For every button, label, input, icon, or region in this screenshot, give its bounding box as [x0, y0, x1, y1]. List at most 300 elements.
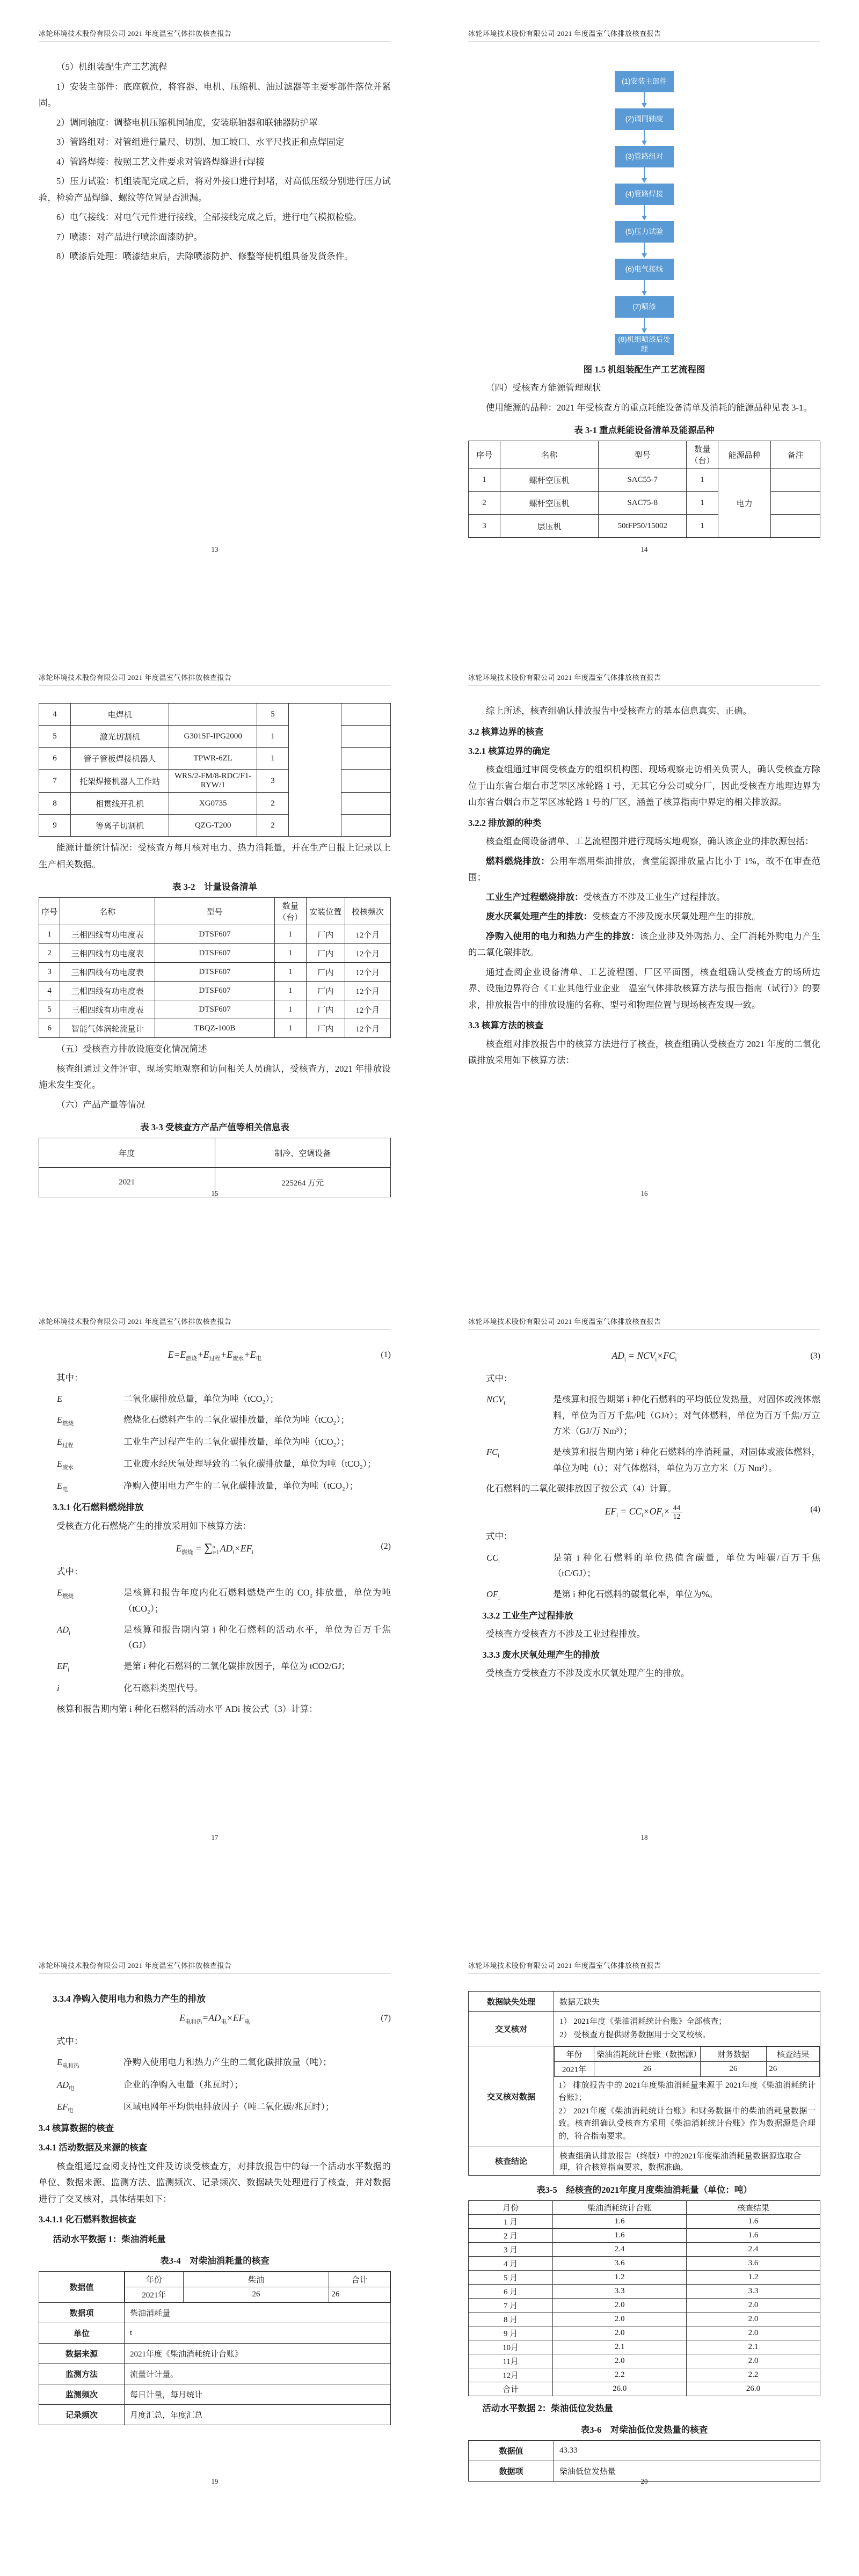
table-cell: 4 — [39, 982, 60, 1000]
table-cell: 2.0 — [553, 2326, 687, 2340]
table-row — [39, 2272, 391, 2303]
boundary-verification-text — [468, 703, 820, 1069]
table-cell: 年份 — [555, 2046, 594, 2061]
definition-row: $AD_i$ 是核算和报告期内第 i 种化石燃料的活动水平，单位为百万千焦（GJ） — [57, 1624, 391, 1651]
table-cell: 3 月 — [469, 2242, 553, 2256]
table-row — [469, 2312, 820, 2326]
table-cell — [771, 469, 820, 492]
table-cell: 合计 — [329, 2272, 390, 2287]
table-cell: 1 — [687, 469, 718, 492]
paragraph: 3.2.2 排放源的种类 — [468, 817, 542, 828]
table-cell: 螺杆空压机 — [500, 469, 598, 492]
table-cell: TBQZ-100B — [155, 1019, 275, 1038]
table-cell — [554, 2012, 820, 2046]
table-cell: 12个月 — [345, 1000, 390, 1019]
table-row — [39, 925, 391, 944]
table-cell: 1 — [257, 748, 289, 770]
table-cell — [341, 770, 391, 793]
table-cell: 225264 万元 — [215, 1168, 391, 1197]
table-cell: 2 — [257, 815, 289, 837]
table-3-5 — [468, 2200, 820, 2396]
table-cell: 型号 — [599, 441, 687, 469]
table-row — [555, 2061, 820, 2076]
table-cell: DTSF607 — [155, 1000, 275, 1019]
table-cell: 12个月 — [345, 1019, 390, 1038]
paragraph: 式中： — [486, 1373, 513, 1384]
table-cell: 交叉核对 — [469, 2012, 554, 2046]
table-cell: 2.0 — [687, 2298, 820, 2312]
paragraph: 式中： — [56, 1566, 83, 1577]
table-cell: 等离子切割机 — [70, 815, 169, 837]
paragraph: 4）管路焊接：按照工艺文件要求对管路焊缝进行焊接 — [56, 156, 265, 167]
page-number: 15 — [211, 1189, 219, 1197]
formula-4-definitions — [468, 1550, 820, 1604]
page-number: 16 — [640, 1189, 648, 1197]
paragraph: 核查组通过查阅支持性文件及访谈受核查方，对排放报告中的每一个活动水平数据的单位、数据来源、监测方法、监测频次、记录频次、数据缺失处理进行了核查，并对数据进行了交叉核对，具体结果如下： — [39, 2161, 391, 2204]
table-cell: QZG-T200 — [169, 815, 257, 837]
table-row — [39, 2344, 391, 2364]
page-18-content — [468, 1343, 820, 1685]
table-cell: 5 — [39, 726, 71, 748]
table-cell: 柴油消耗统计台账（数据源） — [594, 2046, 701, 2061]
paragraph: 3.4.1.1 化石燃料数据核查 — [39, 2214, 136, 2225]
table-cell: 螺杆空压机 — [500, 492, 598, 515]
table-cell: 柴油 — [183, 2272, 329, 2287]
table-cell: SAC75-8 — [599, 492, 687, 515]
page-header: 冰轮环境技术股份有限公司 2021 年度温室气体排放核查报告 — [39, 28, 391, 41]
table-cell: 2021年度《柴油消耗统计台账》 — [125, 2344, 391, 2364]
table-cell: DTSF607 — [155, 963, 275, 982]
table-cell: 2.4 — [687, 2242, 820, 2256]
paragraph: 化石燃料的二氧化碳排放因子按公式（4）计算。 — [486, 1483, 676, 1494]
table-row — [39, 898, 391, 925]
paragraph: 3.4 核算数据的核查 — [39, 2123, 114, 2133]
table-cell: 2 — [257, 793, 289, 815]
among-which-label — [39, 1370, 391, 1387]
table-cell: 6 — [39, 748, 71, 770]
paragraph: 燃料燃烧排放：公用车燃用柴油排放，食堂能源排放量占比小于 1%，故不在审查范围； — [468, 855, 821, 883]
paragraph: 7）喷漆：对产品进行喷涂面漆防护。 — [56, 231, 203, 242]
paragraph: 核算和报告期内第 i 种化石燃料的活动水平 ADi 按公式（3）计算： — [56, 1704, 318, 1714]
table-cell: 3.6 — [687, 2256, 820, 2270]
formula-4: $EF_i = CC_i\times OF_i\times$ $\frac{44}{12}$ (4) — [605, 1503, 820, 1521]
paragraph: 2）调同轴度：调整电机压缩机同轴度，安装联轴器和联轴器防护罩 — [56, 117, 318, 128]
table-cell: 型号 — [155, 898, 275, 925]
flow-step: (3)管路组对 — [615, 146, 674, 167]
page-number: 18 — [640, 1833, 648, 1841]
paragraph: 1）安装主部件：底座就位，将容器、电机、压缩机、油过滤器等主要零部件落位并紧固。 — [39, 81, 391, 108]
table-cell: 1 — [39, 925, 60, 944]
formula-3: $AD_i = NCV_i\times FC_i$ (3) — [612, 1350, 820, 1363]
formula-number: (3) — [810, 1351, 820, 1360]
table-cell: 序号 — [469, 441, 500, 469]
table-cell: 三相四线有功电度表 — [60, 944, 155, 963]
paragraph: 3.3.4 净购入使用电力和热力产生的排放 — [53, 1994, 206, 2004]
table-cell: 厂内 — [306, 944, 345, 963]
table-row — [469, 2147, 820, 2175]
paragraph: 受核查方受核查方不涉及废水厌氧处理产生的排放。 — [486, 1668, 690, 1679]
table-row — [469, 2284, 820, 2298]
table-cell: 三相四线有功电度表 — [60, 963, 155, 982]
page-18 — [430, 1288, 859, 1932]
table-cell: 年份 — [125, 2272, 184, 2287]
table-cell: 单位 — [39, 2323, 125, 2344]
page-number: 19 — [211, 2477, 219, 2485]
table-cell — [341, 704, 391, 726]
page-16 — [430, 644, 859, 1288]
table-3-3-title: 表 3-3 受核查方产品产值等相关信息表 — [140, 1122, 289, 1133]
paragraph: 通过查阅企业设备清单、工艺流程图、厂区平面图，核查组确认受核查方的场所边界、设施边界符合《工业其他行业企业 温室气体排放核算方法与报告指南（试行）》的要求，排放报告中的排放设施的名称、型号和物理位置与现场核查发现一致。 — [468, 967, 820, 1010]
table-cell: 11月 — [469, 2354, 553, 2368]
table-row — [39, 1000, 391, 1019]
table-cell: 厂内 — [306, 982, 345, 1000]
table-cell: 26.0 — [553, 2382, 687, 2396]
table-cell: 9 — [39, 815, 71, 837]
table-row — [469, 2200, 820, 2214]
table-cell: 数据项 — [39, 2303, 125, 2323]
definition-row: $OF_i$ 是第 i 种化石燃料的碳氧化率，单位为%。 — [486, 1589, 718, 1601]
page-number: 20 — [640, 2477, 648, 2485]
table-cell: 监测频次 — [39, 2384, 125, 2405]
table-3-1-title: 表 3-1 重点耗能设备清单及能源品种 — [574, 425, 715, 436]
table-cell: 26 — [700, 2061, 767, 2076]
table-row — [39, 2303, 391, 2323]
table-cell: DTSF607 — [155, 982, 275, 1000]
paragraph: 核查组对排放报告中的核算方法进行了核查，核查组确认受核查方 2021 年度的二氧化碳排放采用如下核算方法： — [468, 1038, 820, 1066]
where-label — [468, 1371, 820, 1387]
table-row — [39, 982, 391, 1000]
table-cell — [341, 748, 391, 770]
table-cell: 财务数据 — [700, 2046, 767, 2061]
table-cell — [771, 515, 820, 538]
formula-number: (4) — [810, 1504, 820, 1514]
definition-row: $EF_i$ 是第 i 种化石燃料的二氧化碳排放因子，单位为 tCO2/GJ； — [57, 1661, 351, 1673]
table-cell — [125, 2272, 391, 2303]
paragraph: 3）管路组对：对管组进行量尺、切割、加工坡口、水平尺找正和点焊固定 — [56, 137, 345, 148]
table-cell: 序号 — [39, 898, 60, 925]
paragraph: 综上所述，核查组确认排放报告中受核查方的基本信息真实、正确。 — [486, 706, 752, 716]
table-row — [39, 2405, 391, 2425]
flow-step: (7)喷漆 — [615, 296, 674, 318]
table-cell: 制冷、空调设备 — [215, 1138, 391, 1168]
table-cell: 1 — [469, 469, 500, 492]
table-cell: 3.3 — [553, 2284, 687, 2298]
page-17-content — [39, 1343, 391, 1721]
table-row — [469, 2354, 820, 2368]
page-header: 冰轮环境技术股份有限公司 2021 年度温室气体排放核查报告 — [468, 1960, 820, 1973]
paragraph: 1） 排放报告中的 2021年度柴油消耗量来源于 2021年度《柴油消耗统计台账》； — [558, 2081, 816, 2102]
table-cell: 3 — [257, 770, 289, 793]
table-3-1 — [468, 441, 820, 538]
table-row — [469, 1992, 820, 2012]
energy-management-text — [468, 380, 820, 416]
table-cell: 2021年 — [125, 2287, 184, 2302]
table-cell: 3 — [469, 515, 500, 538]
table-cell: 1 — [274, 963, 306, 982]
table-cell: 3.3 — [687, 2284, 820, 2298]
formula-1: $E=E_{燃烧}+E_{过程}+E_{废水}+E_电$ (1) — [168, 1349, 391, 1362]
table-cell: 记录频次 — [39, 2405, 125, 2425]
table-cell: DTSF607 — [155, 925, 275, 944]
table-row — [469, 2382, 820, 2396]
table-cell: 三相四线有功电度表 — [60, 982, 155, 1000]
table-cell: 50tFP50/15002 — [599, 515, 687, 538]
paragraph: 3.3.3 废水厌氧处理产生的排放 — [482, 1649, 600, 1660]
metering-statistics-text — [39, 840, 391, 873]
table-cell: TPWR-6ZL — [169, 748, 257, 770]
table-3-4 — [39, 2271, 391, 2425]
definition-row: $E_电$ 净购入使用电力产生的二氧化碳排放量，单位为吨（tCO₂）； — [57, 1481, 359, 1493]
page-header: 冰轮环境技术股份有限公司 2021 年度温室气体排放核查报告 — [468, 1316, 820, 1329]
table-cell: 核查组确认排放报告（终版）中的2021年度柴油消耗量数据源选取合理，符合核算指南要求，数据准确。 — [554, 2147, 820, 2175]
table-cell: 1.2 — [687, 2270, 820, 2284]
table-cell: 厂内 — [306, 925, 345, 944]
table-cell: 厂内 — [306, 963, 345, 982]
table-cell: 柴油消耗量 — [125, 2303, 391, 2323]
table-cell: 2021年 — [555, 2061, 594, 2076]
table-row — [125, 2272, 390, 2287]
definition-row: $E_{过程}$ 工业生产过程产生的二氧化碳排放量，单位为吨（tCO₂）； — [57, 1436, 350, 1449]
table-row — [39, 2323, 391, 2344]
paragraph: 1） 2021年度《柴油消耗统计台账》全部核查； — [559, 2017, 727, 2026]
table-cell: 智能气体涡轮流量计 — [60, 1019, 155, 1038]
formula-4-reference — [468, 1481, 820, 1497]
table-row — [39, 2364, 391, 2384]
table-cell: 管子管板焊接机器人 — [70, 748, 169, 770]
paragraph: 核查组查阅设备清单、工艺流程图并进行现场实地观察，确认该企业的排放源包括： — [486, 836, 814, 847]
table-cell: 1 — [257, 726, 289, 748]
flow-step: (2)调同轴度 — [615, 108, 674, 130]
paragraph: 式中： — [486, 1531, 513, 1541]
definition-row: $NCV_i$ 是核算和报告期第 i 种化石燃料的平均低位发热量，对固体或液体燃料，单位为百万千焦/吨（GJ/t）；对气体燃料，单位为百万千焦/万立方米（GJ/万 Nm³）； — [486, 1394, 820, 1437]
paragraph: 废水厌氧处理产生的排放：受核查方不涉及废水厌氧处理产生的排放。 — [486, 911, 761, 922]
table-cell: 8 — [39, 793, 71, 815]
table-cell: 激光切割机 — [70, 726, 169, 748]
paragraph: 3.3.1 化石燃料燃烧排放 — [53, 1502, 144, 1513]
table-cell — [289, 704, 341, 837]
paragraph: （5）机组装配生产工艺流程 — [56, 62, 168, 72]
page-header: 冰轮环境技术股份有限公司 2021 年度温室气体排放核查报告 — [39, 672, 391, 685]
flow-arrow-icon — [642, 280, 647, 296]
table-cell: 12个月 — [345, 944, 390, 963]
table-cell: 7 月 — [469, 2298, 553, 2312]
page-14-content — [468, 55, 820, 538]
table-cell: 流量计计量。 — [125, 2364, 391, 2384]
table-row — [469, 2340, 820, 2354]
table-cell: 26 — [594, 2061, 701, 2076]
figure-caption: 图 1.5 机组装配生产工艺流程图 — [583, 364, 705, 375]
formula-2-definitions — [39, 1585, 391, 1696]
table-cell: 1.6 — [553, 2228, 687, 2242]
definition-row: $FC_i$ 是核算和报告期内第 i 种化石燃料的净消耗量，对固体或液体燃料，单位为吨（t）；对气体燃料，单位为万立方米（万 Nm³）。 — [486, 1447, 820, 1473]
flow-arrow-icon — [642, 167, 647, 184]
table-cell: 交叉核对数据 — [469, 2046, 554, 2147]
table-cell: 1 — [274, 1000, 306, 1019]
definition-row: $E_{电和热}$ 净购入使用电力和热力产生的二氧化碳排放量（吨）； — [57, 2057, 332, 2069]
table-cell: 5 — [257, 704, 289, 726]
table-row — [39, 944, 391, 963]
table-cell — [554, 2046, 820, 2147]
table-row — [469, 2242, 820, 2256]
page-14 — [430, 0, 859, 644]
paragraph: （六）产品产量等情况 — [56, 1099, 145, 1110]
table-row — [469, 2298, 820, 2312]
table-cell — [771, 492, 820, 515]
table-cell: 26 — [183, 2287, 329, 2302]
formula-number: (1) — [381, 1350, 391, 1359]
page-number: 17 — [211, 1833, 219, 1841]
table-cell: 数据值 — [39, 2272, 125, 2303]
table-cell — [169, 704, 257, 726]
table-row — [39, 1019, 391, 1038]
paragraph: 工业生产过程燃烧排放：受核查方不涉及工业生产过程排放。 — [486, 891, 725, 902]
where-label — [39, 2033, 391, 2050]
table-cell: 2 — [469, 492, 500, 515]
table-cell: 1 — [274, 925, 306, 944]
table-3-4-title: 表3-4 对柴油消耗量的核查 — [160, 2256, 270, 2266]
flow-arrow-icon — [642, 130, 647, 146]
table-cell: 6 — [39, 1019, 60, 1038]
table-3-6 — [468, 2440, 820, 2482]
table-cell: 12个月 — [345, 925, 390, 944]
paragraph: 3.2.1 核算边界的确定 — [468, 745, 550, 756]
table-cell: 相贯线开孔机 — [70, 793, 169, 815]
table-cell: 电力 — [718, 469, 771, 538]
table-cell: 层压机 — [500, 515, 598, 538]
page-19-content — [39, 1987, 391, 2425]
table-cell: 2.0 — [553, 2354, 687, 2368]
table-cell: 1 — [687, 515, 718, 538]
table-cell: 安装位置 — [306, 898, 345, 925]
table-cell: 1.6 — [687, 2228, 820, 2242]
table-cell — [341, 815, 391, 837]
paragraph: 核查组通过文件评审、现场实地观察和访问相关人员确认，受核查方，2021 年排放设施未发生变化。 — [39, 1063, 391, 1091]
page-header: 冰轮环境技术股份有限公司 2021 年度温室气体排放核查报告 — [39, 1960, 391, 1973]
flow-arrow-icon — [642, 92, 647, 108]
definition-row: $E_{燃烧}$ 燃烧化石燃料产生的二氧化碳排放量，单位为吨（tCO₂）； — [57, 1414, 350, 1426]
table-cell: 能源品种 — [718, 441, 771, 469]
flow-step: (4)管路焊接 — [615, 184, 674, 205]
table-cell: WRS/2-FM/8-RDC/F1-RYW/1 — [169, 770, 257, 793]
where-label — [468, 1528, 820, 1545]
table-cell: 2.0 — [687, 2312, 820, 2326]
table-cell: G3015F-IPG2000 — [169, 726, 257, 748]
table-cell: 26 — [329, 2287, 390, 2302]
table-cell: 2.2 — [687, 2368, 820, 2382]
page-20 — [430, 1932, 859, 2576]
flow-step: (6)电气接线 — [615, 259, 674, 280]
table-cell: 2.1 — [553, 2340, 687, 2354]
definition-row: $E_{燃烧}$ 是核算和报告年度内化石燃料燃烧产生的 CO₂ 排放量，单位为吨（tCO₂）； — [57, 1587, 391, 1614]
paragraph: 活动水平数据 1：柴油消耗量 — [53, 2234, 166, 2244]
activity-data-text — [39, 2121, 391, 2246]
table-cell: 2.0 — [553, 2312, 687, 2326]
table-row — [39, 704, 391, 726]
table-3-6-title: 表3-6 对柴油低位发热量的核查 — [580, 2425, 708, 2435]
table-cell: 6 月 — [469, 2284, 553, 2298]
table-cell — [341, 726, 391, 748]
table-cell: 核查结论 — [469, 2147, 554, 2175]
table-cell: 三相四线有功电度表 — [60, 1000, 155, 1019]
table-cell: 26.0 — [687, 2382, 820, 2396]
definition-row: $EF_电$ 区域电网年平均供电排放因子（吨二氧化碳/兆瓦时）； — [57, 2101, 334, 2114]
page-header: 冰轮环境技术股份有限公司 2021 年度温室气体排放核查报告 — [468, 672, 820, 685]
table-cell: 1 — [274, 1019, 306, 1038]
paragraph: 受核查方化石燃烧产生的排放采用如下核算方法： — [56, 1520, 251, 1531]
paragraph: 5）压力试验：机组装配完成之后，将对外接口进行封堵，对高低压级分别进行压力试验，检验产品焊缝、螺纹等位置是否泄漏。 — [39, 176, 391, 203]
definition-row: i 化石燃料类型代号。 — [57, 1683, 203, 1694]
table-cell: 核查结果 — [767, 2046, 820, 2061]
section-3-3-4 — [39, 1992, 391, 2006]
table-cell: 2 — [39, 944, 60, 963]
definition-row: $E_{废水}$ 工业废水经厌氧处理导致的二氧化碳排放量，单位为吨（tCO₂）； — [57, 1459, 376, 1471]
table-cell — [341, 793, 391, 815]
assembly-flowchart — [468, 71, 820, 355]
formula-2: $E_{燃烧}$ = ∑ n i=1 $AD_i\times EF_i$ (2) — [176, 1541, 391, 1556]
formula-number: (7) — [381, 2014, 391, 2023]
page-13-content — [39, 55, 391, 268]
page-19 — [0, 1932, 430, 2576]
paragraph: 6）电气接线：对电气元件进行接线，全部接线完成之后，进行电气模拟检验。 — [56, 212, 362, 223]
formula-1-definitions — [39, 1391, 391, 1495]
paragraph: 3.3 核算方法的核查 — [468, 1020, 544, 1031]
page-15 — [0, 644, 430, 1288]
table-row — [469, 2012, 820, 2046]
table-row — [469, 2256, 820, 2270]
formula-3-definitions — [468, 1392, 820, 1476]
table-cell: 10月 — [469, 2340, 553, 2354]
process-steps-text — [39, 59, 391, 265]
table-cell: 核查结果 — [687, 2200, 820, 2214]
table-row — [39, 963, 391, 982]
paragraph: 3.2 核算边界的核查 — [468, 726, 544, 737]
table-cell: 1 — [274, 982, 306, 1000]
table-cell: 监测方法 — [39, 2364, 125, 2384]
page-13 — [0, 0, 430, 644]
definition-row: $AD_电$ 企业的净购入电量（兆瓦时）； — [57, 2079, 243, 2091]
section-3-3-1 — [39, 1501, 391, 1534]
definition-row: $CC_i$ 是第 i 种化石燃料的单位热值含碳量，单位为吨碳/百万千焦（tC/GJ）； — [486, 1552, 820, 1579]
paragraph: 受核查方受核查方不涉及工业过程排放。 — [486, 1629, 645, 1640]
formula-7-definitions — [39, 2054, 391, 2116]
diesel-value-subtable — [125, 2272, 390, 2302]
paragraph: 8）喷漆后处理：喷漆结束后，去除喷漆防护、修整等使机组具备发货条件。 — [56, 251, 353, 262]
table-cell: 名称 — [60, 898, 155, 925]
table-row — [469, 2046, 820, 2147]
paragraph: 活动水平数据 2：柴油低位发热量 — [482, 2403, 613, 2413]
paragraph: （五）受核查方排放设施变化情况简述 — [56, 1044, 207, 1055]
table-cell: 1 — [687, 492, 718, 515]
table-cell: 7 — [39, 770, 71, 793]
table-cell: 每日计量，每月统计 — [125, 2384, 391, 2405]
flow-step: (8)机组喷漆后处理 — [615, 334, 674, 355]
table-3-4-continued — [468, 1991, 820, 2176]
table-cell: 数量（台） — [687, 441, 718, 469]
table-cell: 数据缺失处理 — [469, 1992, 554, 2012]
table-cell: 三相四线有功电度表 — [60, 925, 155, 944]
page-number: 14 — [640, 545, 648, 553]
sections-3-3-2-3-3-3 — [468, 1609, 820, 1682]
table-cell: 月份 — [469, 2200, 553, 2214]
paragraph: 2） 2021年度《柴油消耗统计台账》和财务数据中的柴油消耗量数据一致。核查组确认受核查方采用《柴油消耗统计台账》作为数据源是合理的，符合指南要求。 — [558, 2107, 816, 2141]
table-cell: 数据值 — [469, 2441, 554, 2461]
paragraph: 净购入使用的电力和热力产生的排放：该企业涉及外购热力、全厂消耗外购电力产生的二氧化碳排放。 — [468, 931, 821, 958]
page-15-content — [39, 699, 391, 1197]
table-cell: 5 月 — [469, 2270, 553, 2284]
flow-step: (1)安装主部件 — [615, 71, 674, 92]
paragraph: 核查组通过审阅受核查方的组织机构图、现场观察走访相关负责人，确认受核查方除位于山东省台烟台市芝罘区冰轮路 1 号，无其它分公司或分厂，因此受核查方地理边界为山东省台烟台市芝罘区冰轮路 1 号的厂区，涵盖了核算指南中界定的相关排放源。 — [468, 764, 820, 808]
flow-arrow-icon — [642, 205, 647, 221]
